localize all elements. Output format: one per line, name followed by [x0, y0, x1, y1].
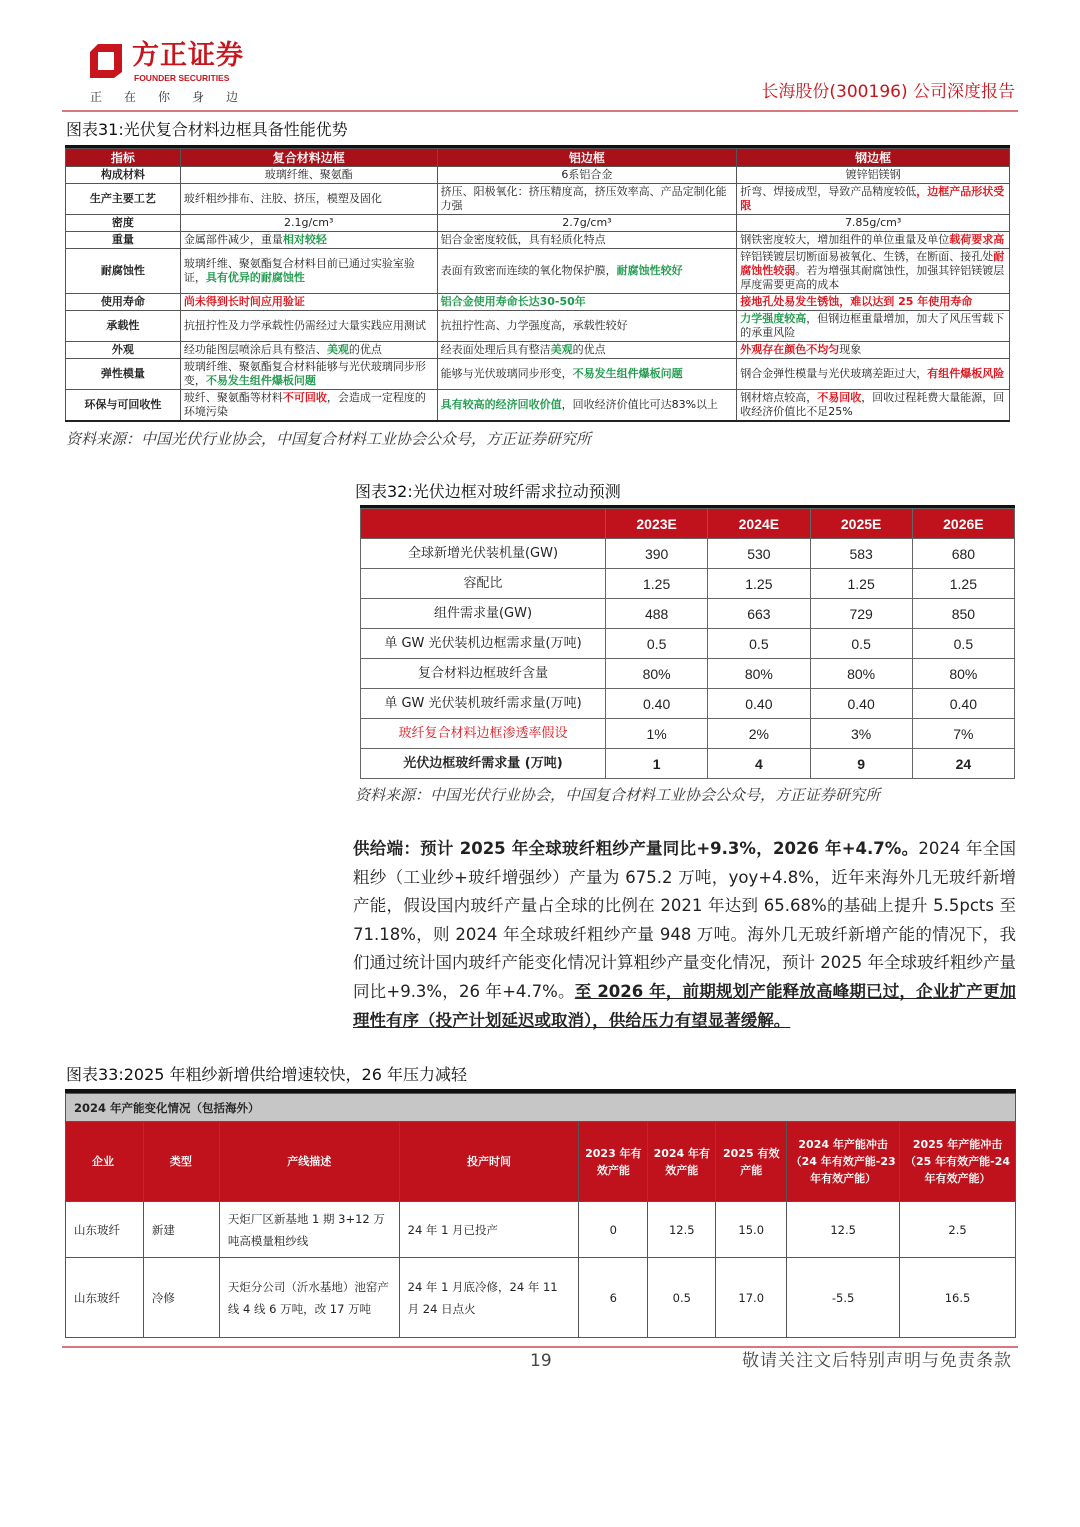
table-row	[66, 359, 1010, 390]
slogan: 正在你身边	[90, 90, 261, 104]
table-row	[361, 539, 1015, 569]
table-header-cell: 钢边框	[737, 149, 1010, 167]
value-cell: 1.25	[708, 569, 810, 599]
table-row	[361, 629, 1015, 659]
cell-text: 抗扭拧性高、力学强度高，承载性较好	[440, 319, 628, 332]
table-cell: 0	[579, 1202, 648, 1258]
table-cell: 天炬厂区新基地 1 期 3+12 万吨高模量粗纱线	[219, 1202, 399, 1258]
table-cell: 24 年 1 月底冷修，24 年 11 月 24 日点火	[399, 1258, 579, 1338]
value-cell: 729	[810, 599, 912, 629]
value-cell: 0.40	[606, 689, 708, 719]
value-cell: 0.5	[810, 629, 912, 659]
value-cell: 80%	[912, 659, 1014, 689]
row-label: 单 GW 光伏装机边框需求量(万吨)	[361, 629, 606, 659]
row-label: 承载性	[66, 311, 181, 342]
highlight-negative: 尚未得到长时间应用验证	[183, 295, 305, 308]
table-row	[66, 390, 1010, 422]
table-row	[361, 569, 1015, 599]
table-header-cell: 2026E	[912, 509, 1014, 539]
frame-comparison-table	[65, 148, 1010, 422]
table-group-title: 2024 年产能变化情况（包括海外）	[66, 1094, 1016, 1122]
cell-text: 7.85g/cm³	[844, 216, 902, 229]
table-top-rule	[360, 505, 1015, 508]
row-label: 玻纤复合材料边框渗透率假设	[361, 719, 606, 749]
table-row	[361, 749, 1015, 779]
table-cell	[180, 390, 437, 422]
cell-text: ，回收过程耗费大量能源，回收经济价值比不足25%	[740, 391, 1005, 418]
row-label: 全球新增光伏装机量(GW)	[361, 539, 606, 569]
cell-text: 的优点	[348, 343, 382, 356]
table-cell: 15.0	[716, 1202, 787, 1258]
table-header-cell: 2023 年有效产能	[579, 1122, 648, 1202]
table-cell: 2.5	[900, 1202, 1016, 1258]
table-header-row	[66, 149, 1010, 167]
cell-text: ，回收经济价值比可达83%以上	[561, 398, 719, 411]
table-header-cell: 复合材料边框	[180, 149, 437, 167]
table-cell: 16.5	[900, 1258, 1016, 1338]
row-label: 容配比	[361, 569, 606, 599]
highlight-positive: 相对较轻	[282, 233, 327, 246]
row-label: 构成材料	[66, 167, 181, 184]
table-header-cell: 指标	[66, 149, 181, 167]
highlight-positive: 铝合金使用寿命长达30-50年	[440, 295, 586, 308]
value-cell: 7%	[912, 719, 1014, 749]
table-cell	[437, 359, 737, 390]
table-cell	[737, 342, 1010, 359]
table-top-rule	[65, 145, 1010, 148]
table-cell	[180, 232, 437, 249]
highlight-negative: 有组件爆板风险	[927, 367, 1005, 380]
fig32-source: 资料来源：中国光伏行业协会，中国复合材料工业协会公众号，方正证券研究所	[355, 786, 881, 804]
cell-text: ，会造成一定程度的环境污染	[183, 391, 426, 418]
table-cell	[437, 167, 737, 184]
table-row	[66, 342, 1010, 359]
highlight-positive: 具有优异的耐腐蚀性	[205, 271, 305, 284]
table-cell	[737, 311, 1010, 342]
value-cell: 850	[912, 599, 1014, 629]
cell-text: 经表面处理后具有整洁	[440, 343, 551, 356]
value-cell: 1%	[606, 719, 708, 749]
table-header-row	[66, 1122, 1016, 1202]
table-header-cell: 2025 年产能冲击（25 年有效产能-24 年有效产能）	[900, 1122, 1016, 1202]
table-header-cell: 产线描述	[219, 1122, 399, 1202]
highlight-positive: 具有较高的经济回收价值	[440, 398, 562, 411]
cell-text: 折弯、焊接成型，导致产品精度较低	[740, 185, 917, 198]
value-cell: 1.25	[606, 569, 708, 599]
value-cell: 1.25	[810, 569, 912, 599]
cell-text: 玻璃纤维、聚氨酯	[264, 168, 353, 181]
value-cell: 4	[708, 749, 810, 779]
table-cell	[437, 390, 737, 422]
table-header-cell: 铝边框	[437, 149, 737, 167]
value-cell: 3%	[810, 719, 912, 749]
table-cell: 山东玻纤	[66, 1258, 144, 1338]
row-label: 单 GW 光伏装机玻纤需求量(万吨)	[361, 689, 606, 719]
value-cell: 80%	[606, 659, 708, 689]
table-cell	[437, 311, 737, 342]
value-cell: 488	[606, 599, 708, 629]
cell-text: 玻纤粗纱排布、注胶、挤压，模塑及固化	[183, 192, 382, 205]
paragraph-body: 2024 年全国粗纱（工业纱+玻纤增强纱）产量为 675.2 万吨，yoy+4.8%，近年来海外几无玻纤新增产能，假设国内玻纤产量占全球的比例在 2021 年达到 65.68%的基础上提升 5.5pcts 至 71.18%，则 2024 年全球玻纤粗纱产量 948 万吨。海外几无玻纤新增产能的情况下，我们通过统计国内玻纤产能变化情况计算粗纱产量变化情况，预计 2025 年全球玻纤粗纱产量同比+9.3%，26 年+4.7%。	[353, 839, 1016, 1001]
value-cell: 0.5	[606, 629, 708, 659]
cell-text: 表面有致密而连续的氧化物保护膜，	[440, 264, 617, 277]
row-label: 耐腐蚀性	[66, 249, 181, 294]
cell-text: 经功能图层喷涂后具有整洁、	[183, 343, 327, 356]
table-header-cell: 2023E	[606, 509, 708, 539]
table-cell: 6	[579, 1258, 648, 1338]
table-header-cell: 类型	[143, 1122, 219, 1202]
table-cell: 新建	[143, 1202, 219, 1258]
row-label: 光伏边框玻纤需求量 (万吨)	[361, 749, 606, 779]
row-label: 使用寿命	[66, 294, 181, 311]
table-header-row	[361, 509, 1015, 539]
cell-text: 的优点	[572, 343, 606, 356]
footer-divider	[62, 1346, 1018, 1348]
supply-side-paragraph	[353, 835, 1016, 1035]
table-cell	[437, 232, 737, 249]
highlight-negative: ，边框产品形状受限	[740, 185, 1005, 212]
value-cell: 9	[810, 749, 912, 779]
value-cell: 0.40	[708, 689, 810, 719]
value-cell: 0.5	[708, 629, 810, 659]
row-label: 外观	[66, 342, 181, 359]
page-number: 19	[530, 1351, 552, 1372]
cell-text: 锌铝镁镀层切断面易被氧化、生锈，在断面、接孔处	[740, 250, 994, 263]
row-label: 弹性模量	[66, 359, 181, 390]
highlight-positive: 不易发生组件爆板问题	[572, 367, 683, 380]
table-cell	[180, 294, 437, 311]
table-cell	[437, 249, 737, 294]
table-row	[361, 719, 1015, 749]
highlight-negative: 不可回收	[282, 391, 327, 404]
table-cell	[737, 390, 1010, 422]
cell-text: 镀锌铝镁钢	[845, 168, 901, 181]
table-cell: 24 年 1 月已投产	[399, 1202, 579, 1258]
table-cell	[737, 167, 1010, 184]
table-cell: 山东玻纤	[66, 1202, 144, 1258]
value-cell: 1.25	[912, 569, 1014, 599]
value-cell: 80%	[810, 659, 912, 689]
table-row	[361, 599, 1015, 629]
cell-text: 玻璃纤维、聚氨酯复合材料能够与光伏玻璃同步形变，	[183, 360, 426, 387]
table-cell	[180, 167, 437, 184]
table-cell	[737, 249, 1010, 294]
table-row	[361, 659, 1015, 689]
table-cell: 12.5	[787, 1202, 900, 1258]
table-cell	[737, 215, 1010, 232]
table-cell: 天炬分公司（沂水基地）池窑产线 4 线 6 万吨，改 17 万吨	[219, 1258, 399, 1338]
highlight-negative: 接地孔处易发生锈蚀，难以达到 25 年使用寿命	[740, 295, 973, 308]
row-label: 组件需求量(GW)	[361, 599, 606, 629]
table-row	[66, 184, 1010, 215]
value-cell: 583	[810, 539, 912, 569]
cell-text: 挤压、阳极氧化：挤压精度高，挤压效率高、产品定制化能力强	[440, 185, 727, 212]
table-cell	[737, 232, 1010, 249]
table-header-cell: 2024 年产能冲击（24 年有效产能-23 年有效产能）	[787, 1122, 900, 1202]
cell-text: 抗扭拧性及力学承载性仍需经过大量实践应用测试	[183, 319, 426, 332]
value-cell: 663	[708, 599, 810, 629]
table-header-cell	[361, 509, 606, 539]
table-row	[66, 294, 1010, 311]
value-cell: 680	[912, 539, 1014, 569]
cell-text: 2.1g/cm³	[284, 216, 334, 229]
table-cell	[180, 342, 437, 359]
cell-text: 钢合金弹性模量与光伏玻璃差距过大，	[740, 367, 928, 380]
value-cell: 1	[606, 749, 708, 779]
value-cell: 530	[708, 539, 810, 569]
value-cell: 0.40	[810, 689, 912, 719]
row-label: 环保与可回收性	[66, 390, 181, 422]
fiberglass-demand-table	[360, 508, 1015, 779]
paragraph-conclusion: 至 2026 年，前期规划产能释放高峰期已过，企业扩产更加理性有序（投产计划延迟或取消），供给压力有望显著缓解。	[353, 981, 1016, 1030]
value-cell: 0.5	[912, 629, 1014, 659]
table-row	[66, 167, 1010, 184]
value-cell: 0.40	[912, 689, 1014, 719]
cell-text: 现象	[839, 343, 862, 356]
table-cell	[437, 184, 737, 215]
paragraph-lead: 供给端：预计 2025 年全球玻纤粗纱产量同比+9.3%，2026 年+4.7%。	[353, 839, 919, 858]
highlight-positive: 力学强度较高	[740, 312, 807, 325]
capacity-change-table	[65, 1093, 1016, 1338]
cell-text: 2.7g/cm³	[562, 216, 612, 229]
table-header-cell: 2024 年有效产能	[648, 1122, 716, 1202]
report-title: 长海股份(300196) 公司深度报告	[761, 82, 1015, 102]
table-row	[66, 311, 1010, 342]
table-cell	[180, 311, 437, 342]
table-group-row	[66, 1094, 1016, 1122]
cell-text: ，但钢边框重量增加，加大了风压雪载下的承重风险	[740, 312, 1005, 339]
cell-text: 玻纤、聚氨酯等材料	[183, 391, 283, 404]
highlight-negative: 载荷要求高	[949, 233, 1005, 246]
table-cell	[180, 184, 437, 215]
table-header-cell: 投产时间	[399, 1122, 579, 1202]
cell-text: 。若为增强其耐腐蚀性，加强其锌铝镁镀层厚度需要更高的成本	[740, 264, 1005, 291]
table-top-rule	[65, 1089, 1016, 1093]
footer-disclaimer: 敬请关注文后特别声明与免责条款	[742, 1351, 1012, 1372]
table-cell: 冷修	[143, 1258, 219, 1338]
table-row	[66, 215, 1010, 232]
table-row	[66, 1258, 1016, 1338]
value-cell: 24	[912, 749, 1014, 779]
table-cell	[180, 359, 437, 390]
table-header-cell: 2024E	[708, 509, 810, 539]
cell-text: 钢铁密度较大，增加组件的单位重量及单位	[740, 233, 950, 246]
cell-text: 铝合金密度较低，具有轻质化特点	[440, 233, 606, 246]
table-header-cell: 2025E	[810, 509, 912, 539]
row-label: 复合材料边框玻纤含量	[361, 659, 606, 689]
highlight-positive: 耐腐蚀性较好	[616, 264, 683, 277]
cell-text: 金属部件减少，重量	[183, 233, 283, 246]
table-cell: 0.5	[648, 1258, 716, 1338]
cell-text: 能够与光伏玻璃同步形变，	[440, 367, 573, 380]
fig33-caption: 图表33:2025 年粗纱新增供给增速较快，26 年压力减轻	[66, 1065, 468, 1085]
table-row	[361, 689, 1015, 719]
highlight-positive: 不易发生组件爆板问题	[205, 374, 316, 387]
fig31-caption: 图表31:光伏复合材料边框具备性能优势	[66, 120, 348, 139]
cell-text: 6系铝合金	[561, 168, 613, 181]
row-label: 生产主要工艺	[66, 184, 181, 215]
table-cell	[737, 359, 1010, 390]
logo-text-en: FOUNDER SECURITIES	[134, 73, 230, 83]
table-cell	[437, 215, 737, 232]
row-label: 重量	[66, 232, 181, 249]
table-row	[66, 1202, 1016, 1258]
highlight-negative: 耐腐蚀性较弱	[740, 250, 1005, 277]
value-cell: 2%	[708, 719, 810, 749]
fig31-source: 资料来源：中国光伏行业协会，中国复合材料工业协会公众号，方正证券研究所	[66, 430, 592, 448]
row-label: 密度	[66, 215, 181, 232]
table-cell	[737, 294, 1010, 311]
table-header-cell: 2025 有效产能	[716, 1122, 787, 1202]
value-cell: 80%	[708, 659, 810, 689]
table-row	[66, 232, 1010, 249]
highlight-negative: 不易回收	[817, 391, 862, 404]
highlight-positive: 美观	[326, 343, 349, 356]
table-cell: 17.0	[716, 1258, 787, 1338]
logo-text-cn: 方正证券	[132, 40, 244, 71]
table-cell: 12.5	[648, 1202, 716, 1258]
value-cell: 390	[606, 539, 708, 569]
table-header-cell: 企业	[66, 1122, 144, 1202]
table-cell	[437, 294, 737, 311]
table-cell	[437, 342, 737, 359]
fig32-caption: 图表32:光伏边框对玻纤需求拉动预测	[355, 482, 621, 501]
highlight-positive: 美观	[550, 343, 573, 356]
highlight-negative: 外观存在颜色不均匀	[740, 343, 840, 356]
cell-text: 钢材熔点较高，	[740, 391, 818, 404]
table-row	[66, 249, 1010, 294]
table-cell: -5.5	[787, 1258, 900, 1338]
page-footer	[0, 1346, 1080, 1386]
table-cell	[180, 215, 437, 232]
table-cell	[180, 249, 437, 294]
cell-text: 玻璃纤维、聚氨酯复合材料目前已通过实验室验证，	[183, 257, 415, 284]
table-cell	[737, 184, 1010, 215]
